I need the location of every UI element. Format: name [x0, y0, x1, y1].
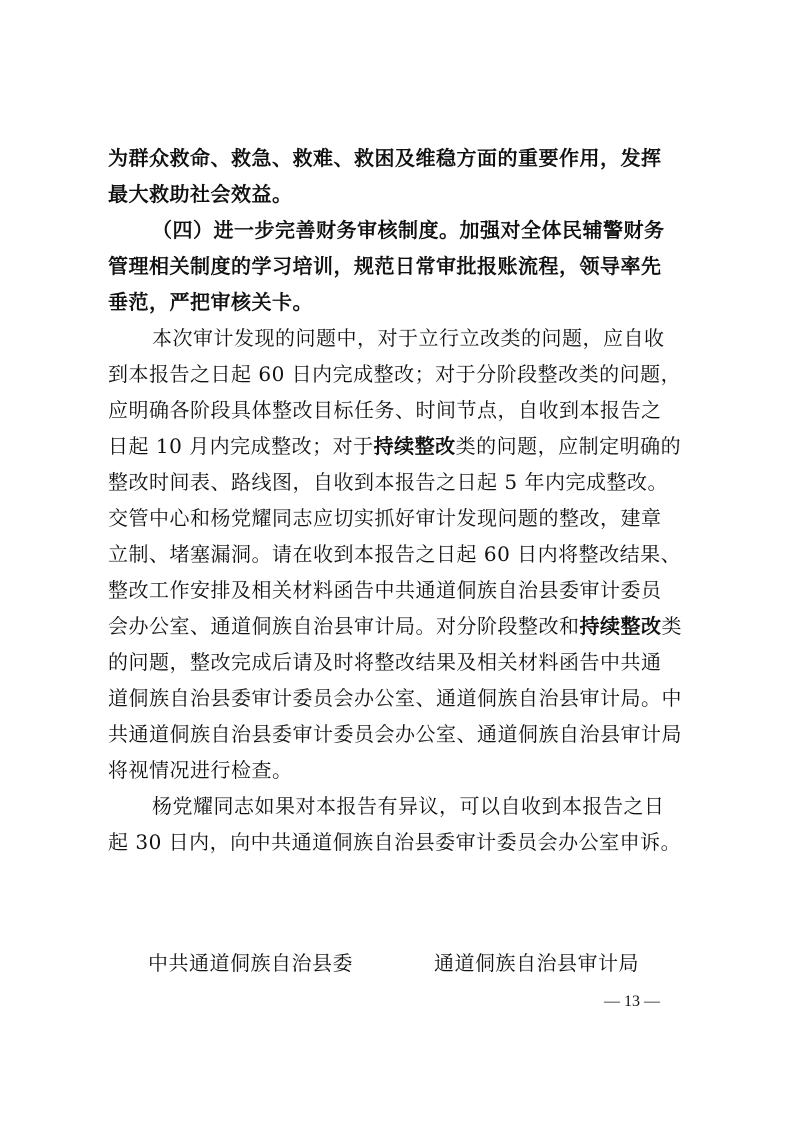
objection-line-2: 起 30 日内，向中共通道侗族自治县委审计委员会办公室申诉。: [108, 830, 682, 854]
rectification-line-13: 将视情况进行检查。: [108, 758, 293, 782]
rectification-line-8: 整改工作安排及相关材料函告中共通道侗族自治县委审计委员: [108, 578, 662, 602]
rectification-line-10: 的问题，整改完成后请及时将整改结果及相关材料函告中共通: [108, 650, 662, 674]
highlighted-term: 持续整改: [579, 614, 662, 638]
section-4-line-3: 垂范，严把审核关卡。: [108, 290, 313, 314]
section-4-line-2: 管理相关制度的学习培训，规范日常审批报账流程，领导率先: [108, 254, 662, 278]
text-run: 为群众救命、救急、救难、救困及维稳方面的重要作用，发挥: [108, 146, 662, 170]
rectification-line-9: [108, 608, 690, 644]
signature-left: 中共通道侗族自治县委: [148, 951, 353, 975]
rectification-line-11: 道侗族自治县委审计委员会办公室、通道侗族自治县审计局。中: [108, 686, 682, 710]
rectification-line-4: [108, 428, 690, 464]
rectification-line-1: 本次审计发现的问题中，对于立行立改类的问题，应自收: [152, 326, 665, 350]
paragraph-continuation-line-2: 最大救助社会效益。: [108, 182, 293, 206]
text-run: 类的问题，应制定明确的: [455, 434, 682, 458]
page-number: — 13 —: [604, 993, 660, 1010]
rectification-line-12: 共通道侗族自治县委审计委员会办公室、通道侗族自治县审计局: [108, 722, 682, 746]
text-run: 会办公室、通道侗族自治县审计局。对分阶段整改和: [108, 614, 580, 638]
section-4-line-1-rest: 加强对全体民辅警财务: [459, 218, 665, 242]
text-run: 日起 10 月内完成整改；对于: [108, 434, 374, 458]
document-body: [108, 140, 690, 860]
rectification-line-3: 应明确各阶段具体整改目标任务、时间节点，自收到本报告之: [108, 398, 662, 422]
rectification-line-2: 到本报告之日起 60 日内完成整改；对于分阶段整改类的问题，: [108, 362, 682, 386]
section-4-heading: （四）进一步完善财务审核制度。: [152, 218, 460, 242]
section-4-line-1: [108, 212, 690, 248]
rectification-line-6: 交管中心和杨党耀同志应切实抓好审计发现问题的整改，建章: [108, 506, 662, 530]
objection-line-1: 杨党耀同志如果对本报告有异议，可以自收到本报告之日: [152, 794, 665, 818]
highlighted-term: 持续整改: [373, 434, 456, 458]
rectification-line-5: 整改时间表、路线图，自收到本报告之日起 5 年内完成整改。: [108, 470, 668, 494]
text-run: 类: [661, 614, 682, 638]
signature-right: 通道侗族自治县审计局: [434, 951, 639, 975]
paragraph-continuation-line-1: [108, 140, 690, 176]
rectification-line-7: 立制、堵塞漏洞。请在收到本报告之日起 60 日内将整改结果、: [108, 542, 682, 566]
